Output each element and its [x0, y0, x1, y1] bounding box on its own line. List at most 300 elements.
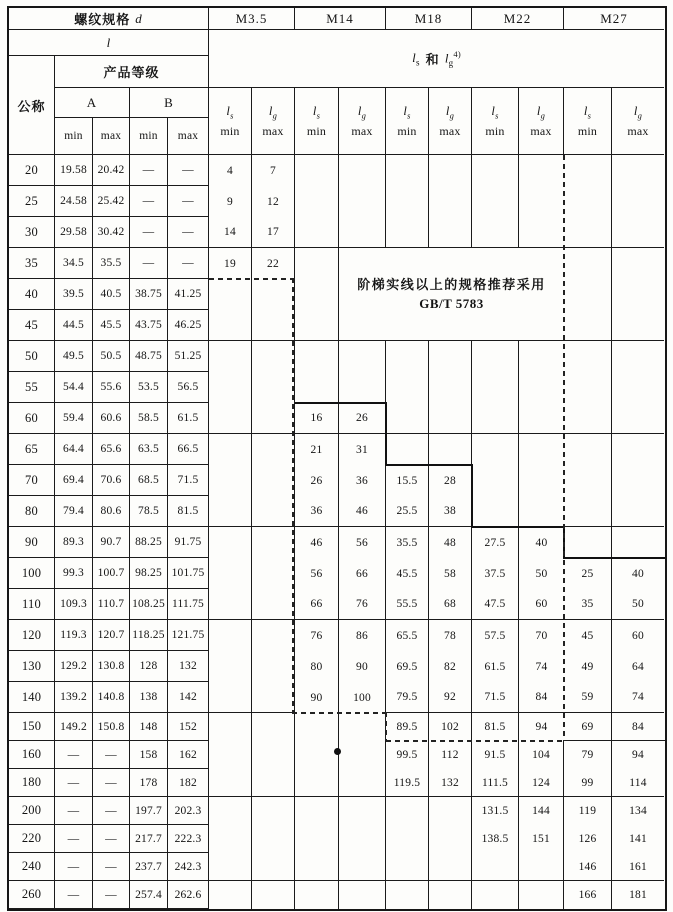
cell [252, 496, 295, 527]
cell: 104 [519, 741, 564, 769]
cell [209, 465, 252, 496]
cell [339, 769, 386, 797]
cell: 110.7 [93, 589, 130, 620]
row-label: 200 [9, 797, 55, 825]
cell: 46.25 [168, 310, 209, 341]
cell: 181 [629, 889, 647, 901]
cell: 138.5 [472, 825, 519, 853]
cell [519, 434, 564, 465]
cell: 112 [429, 741, 472, 769]
cell [472, 372, 519, 403]
subhead-m14-ls-min: $l_s$ min [295, 88, 339, 155]
cell: 89.3 [55, 527, 93, 558]
cell [612, 403, 664, 434]
cell: — [168, 155, 209, 186]
cell [295, 186, 339, 217]
cell [564, 341, 612, 372]
cell [209, 713, 252, 741]
cell [209, 651, 252, 682]
cell: 61.5 [168, 403, 209, 434]
cell: — [55, 769, 93, 797]
and-word: 和 [425, 52, 439, 67]
cell [295, 248, 339, 279]
cell [339, 155, 386, 186]
cell: 17 [252, 217, 295, 248]
row-label: 70 [9, 465, 55, 496]
row-label: 55 [9, 372, 55, 403]
cell [252, 403, 295, 434]
cell: 182 [168, 769, 209, 797]
cell [472, 881, 519, 909]
cell [339, 741, 386, 769]
cell [564, 248, 612, 279]
cell [209, 741, 252, 769]
grade-b-header: B [130, 88, 209, 118]
cell: 45.5 [386, 558, 429, 589]
cell: 114 [612, 769, 664, 797]
cell: 90.7 [93, 527, 130, 558]
cell: 35.5 [386, 527, 429, 558]
cell: 57.5 [472, 620, 519, 651]
cell: 40 [535, 536, 548, 549]
thread-spec-symbol: d [135, 10, 143, 26]
cell: 222.3 [168, 825, 209, 853]
cell: 130.8 [93, 651, 130, 682]
cell: 151 [519, 825, 564, 853]
row-label: 90 [9, 527, 55, 558]
cell: 197.7 [130, 797, 168, 825]
cell: 12 [252, 186, 295, 217]
cell: — [93, 881, 130, 909]
cell [295, 825, 339, 853]
cell: 53.5 [130, 372, 168, 403]
cell: 90 [339, 651, 386, 682]
cell: 55.5 [386, 589, 429, 620]
cell: 64.4 [55, 434, 93, 465]
cell: 56 [295, 558, 339, 589]
cell: 144 [519, 797, 564, 825]
subhead-m22-lg-max: $l_g$ max [519, 88, 564, 155]
cell: 60.6 [93, 403, 130, 434]
cell: 90 [295, 682, 339, 713]
step-line-note [339, 248, 564, 341]
cell: — [55, 797, 93, 825]
cell: 262.6 [168, 881, 209, 909]
subhead-m3-5-ls-min: $l_s$ min [209, 88, 252, 155]
cell [209, 589, 252, 620]
cell: 81.5 [472, 713, 519, 741]
cell [209, 881, 252, 909]
subhead-m3-5-lg-max: $l_g$ max [252, 88, 295, 155]
cell: 39.5 [55, 279, 93, 310]
cell [209, 797, 252, 825]
cell: 94 [535, 721, 548, 733]
cell: 56.5 [168, 372, 209, 403]
nominal-header: 公称 [9, 56, 55, 155]
row-label: 150 [9, 713, 55, 741]
cell: 22 [252, 248, 295, 279]
cell: — [55, 853, 93, 881]
cell: 26 [339, 403, 386, 434]
cell: 108.25 [130, 589, 168, 620]
cell: 131.5 [472, 797, 519, 825]
cell [209, 558, 252, 589]
cell [519, 217, 564, 248]
cell: 111.5 [472, 769, 519, 797]
size-header-m27: M27 [564, 8, 664, 30]
cell: 9 [209, 186, 252, 217]
cell: 88.25 [130, 527, 168, 558]
cell: 29.58 [55, 217, 93, 248]
cell: 26 [295, 465, 339, 496]
cell: 149.2 [55, 713, 93, 741]
cell: 68 [429, 589, 472, 620]
row-label: 35 [9, 248, 55, 279]
cell: 78.5 [130, 496, 168, 527]
cell [295, 741, 339, 769]
cell [209, 434, 252, 465]
cell [295, 279, 339, 310]
cell [429, 797, 472, 825]
lg-symbol: $l_g^{4)}$ [444, 49, 461, 68]
cell [252, 341, 295, 372]
cell: 80 [295, 651, 339, 682]
cell: 58.5 [130, 403, 168, 434]
cell [612, 310, 664, 341]
footnote-marker: 4) [453, 49, 461, 60]
size-header-m14: M14 [295, 8, 386, 30]
cell [252, 558, 295, 589]
cell: 59 [564, 682, 612, 713]
cell [386, 217, 429, 248]
cell [472, 853, 519, 881]
cell: 132 [429, 769, 472, 797]
row-label: 120 [9, 620, 55, 651]
cell: 119 [564, 797, 612, 825]
cell: 92 [429, 682, 472, 713]
cell [209, 496, 252, 527]
grade-a-header: A [55, 88, 130, 118]
subhead-m18-ls-min: $l_s$ min [386, 88, 429, 155]
cell [612, 155, 664, 186]
cell [252, 465, 295, 496]
cell [252, 682, 295, 713]
cell: 24.58 [55, 186, 93, 217]
cell [386, 155, 429, 186]
cell: 100.7 [93, 558, 130, 589]
cell [564, 434, 612, 465]
cell: 58 [429, 558, 472, 589]
cell [252, 797, 295, 825]
cell: 81.5 [168, 496, 209, 527]
cell: 128 [130, 651, 168, 682]
cell: 63.5 [130, 434, 168, 465]
cell [519, 155, 564, 186]
cell [612, 186, 664, 217]
cell [612, 279, 664, 310]
cell [429, 217, 472, 248]
size-header-m22: M22 [472, 8, 564, 30]
cell: 41.25 [168, 279, 209, 310]
cell [295, 769, 339, 797]
cell: 69 [564, 713, 612, 741]
cell [252, 769, 295, 797]
cell: 46 [339, 496, 386, 527]
cell [612, 527, 664, 558]
row-label: 240 [9, 853, 55, 881]
cell [519, 372, 564, 403]
row-label: 30 [9, 217, 55, 248]
cell [295, 217, 339, 248]
cell: 146 [564, 853, 612, 881]
cell: 242.3 [168, 853, 209, 881]
cell: 27.5 [472, 527, 519, 558]
cell [472, 341, 519, 372]
cell: 54.4 [55, 372, 93, 403]
cell: 56 [339, 527, 386, 558]
subhead-m27-lg-max: $l_g$ max [612, 88, 664, 155]
cell [252, 853, 295, 881]
cell: 99.5 [386, 741, 429, 769]
row-label: 110 [9, 589, 55, 620]
cell [472, 434, 519, 465]
cell: 86 [339, 620, 386, 651]
cell: 46 [295, 527, 339, 558]
cell [429, 434, 472, 465]
b-min-header: min [130, 118, 168, 155]
cell: 257.4 [130, 881, 168, 909]
cell [252, 434, 295, 465]
cell: 70.6 [93, 465, 130, 496]
cell: 31 [339, 434, 386, 465]
cell: 84 [519, 682, 564, 713]
cell: 38.75 [130, 279, 168, 310]
cell [252, 372, 295, 403]
cell: 100 [339, 682, 386, 713]
cell: 48.75 [130, 341, 168, 372]
cell [612, 496, 664, 527]
cell: 79.4 [55, 496, 93, 527]
thread-spec-label: 螺纹规格 [74, 12, 131, 27]
cell [564, 279, 612, 310]
cell: 158 [130, 741, 168, 769]
row-label: 220 [9, 825, 55, 853]
cell [386, 403, 429, 434]
product-grade-header: 产品等级 [55, 56, 209, 88]
cell: 162 [168, 741, 209, 769]
cell [519, 403, 564, 434]
cell [339, 186, 386, 217]
cell [339, 881, 386, 909]
cell [612, 434, 664, 465]
note-line2: GB/T 5783 [419, 296, 484, 311]
cell [209, 279, 252, 310]
cell: 119.5 [386, 769, 429, 797]
subhead-m22-ls-min: $l_s$ min [472, 88, 519, 155]
cell [519, 853, 564, 881]
cell: 30.42 [93, 217, 130, 248]
cell: 66.5 [168, 434, 209, 465]
cell [386, 797, 429, 825]
cell: — [93, 741, 130, 769]
cell: 119.3 [55, 620, 93, 651]
row-label: 130 [9, 651, 55, 682]
cell: 28 [429, 465, 472, 496]
cell: 69.4 [55, 465, 93, 496]
cell [209, 620, 252, 651]
row-label: 40 [9, 279, 55, 310]
cell [295, 797, 339, 825]
cell [564, 527, 612, 558]
cell [519, 186, 564, 217]
cell [209, 527, 252, 558]
cell [295, 713, 339, 741]
cell: 99 [564, 769, 612, 797]
cell: 50 [535, 567, 548, 580]
cell [386, 825, 429, 853]
cell [252, 881, 295, 909]
cell: — [93, 825, 130, 853]
cell: 60 [632, 629, 644, 642]
cell: — [130, 217, 168, 248]
cell [252, 527, 295, 558]
cell: 78 [429, 620, 472, 651]
cell [295, 341, 339, 372]
cell [252, 825, 295, 853]
cell [564, 496, 612, 527]
cell: 4 [209, 155, 252, 186]
cell [472, 155, 519, 186]
cell: 99.3 [55, 558, 93, 589]
cell: 40.5 [93, 279, 130, 310]
cell: 111.75 [168, 589, 209, 620]
cell: 34.5 [55, 248, 93, 279]
cell [295, 310, 339, 341]
dot-mark [334, 748, 341, 755]
cell: 142 [168, 682, 209, 713]
cell: 19.58 [55, 155, 93, 186]
cell: 15.5 [386, 465, 429, 496]
cell [472, 496, 519, 527]
cell [252, 741, 295, 769]
cell [295, 372, 339, 403]
cell: 45.5 [93, 310, 130, 341]
cell: 79 [564, 741, 612, 769]
cell [295, 881, 339, 909]
cell [429, 403, 472, 434]
cell: 109.3 [55, 589, 93, 620]
cell [209, 403, 252, 434]
cell: 178 [130, 769, 168, 797]
cell [252, 651, 295, 682]
length-symbol-header: l [9, 30, 209, 56]
cell [339, 217, 386, 248]
cell: 152 [168, 713, 209, 741]
row-label: 20 [9, 155, 55, 186]
cell: — [130, 248, 168, 279]
cell: 25.42 [93, 186, 130, 217]
cell: — [130, 155, 168, 186]
cell: 61.5 [472, 651, 519, 682]
cell [429, 881, 472, 909]
row-label: 50 [9, 341, 55, 372]
cell: 16 [295, 403, 339, 434]
cell: 37.5 [472, 558, 519, 589]
cell: 148 [130, 713, 168, 741]
cell [612, 248, 664, 279]
cell: 91.5 [472, 741, 519, 769]
cell: 38 [429, 496, 472, 527]
cell [564, 186, 612, 217]
cell [252, 589, 295, 620]
row-label: 45 [9, 310, 55, 341]
cell [429, 853, 472, 881]
cell: 69.5 [386, 651, 429, 682]
cell: 36 [295, 496, 339, 527]
cell [339, 797, 386, 825]
cell: 74 [612, 682, 664, 713]
cell: 140.8 [93, 682, 130, 713]
bolt-length-spec-table [7, 6, 667, 911]
cell: — [168, 248, 209, 279]
cell: 55.6 [93, 372, 130, 403]
cell: — [93, 853, 130, 881]
cell [209, 853, 252, 881]
cell [429, 186, 472, 217]
cell: 161 [612, 853, 664, 881]
cell [209, 825, 252, 853]
row-label: 60 [9, 403, 55, 434]
subhead-m27-ls-min: $l_s$ min [564, 88, 612, 155]
cell [564, 372, 612, 403]
cell [386, 372, 429, 403]
cell [386, 186, 429, 217]
cell: 19 [209, 248, 252, 279]
cell: 44.5 [55, 310, 93, 341]
cell: 47.5 [472, 589, 519, 620]
a-min-header: min [55, 118, 93, 155]
cell: — [55, 825, 93, 853]
row-label: 140 [9, 682, 55, 713]
cell: 51.25 [168, 341, 209, 372]
ls-lg-header [209, 30, 664, 88]
cell: 124 [519, 769, 564, 797]
cell [612, 341, 664, 372]
size-header-m18: M18 [386, 8, 472, 30]
cell: 65.6 [93, 434, 130, 465]
cell: 49.5 [55, 341, 93, 372]
cell: 36 [339, 465, 386, 496]
cell: 71.5 [472, 682, 519, 713]
cell: — [93, 797, 130, 825]
b-max-header: max [168, 118, 209, 155]
row-label: 65 [9, 434, 55, 465]
cell: 40 [632, 567, 644, 580]
cell [564, 403, 612, 434]
cell [209, 372, 252, 403]
cell: — [168, 217, 209, 248]
cell: 65.5 [386, 620, 429, 651]
cell [252, 310, 295, 341]
cell: 60 [519, 589, 564, 620]
cell: 132 [168, 651, 209, 682]
cell: — [55, 881, 93, 909]
row-label: 260 [9, 881, 55, 909]
note-line1: 阶梯实线以上的规格推荐采用 [357, 277, 546, 292]
cell: 20.42 [93, 155, 130, 186]
cell: 70 [535, 629, 548, 642]
cell: — [93, 769, 130, 797]
